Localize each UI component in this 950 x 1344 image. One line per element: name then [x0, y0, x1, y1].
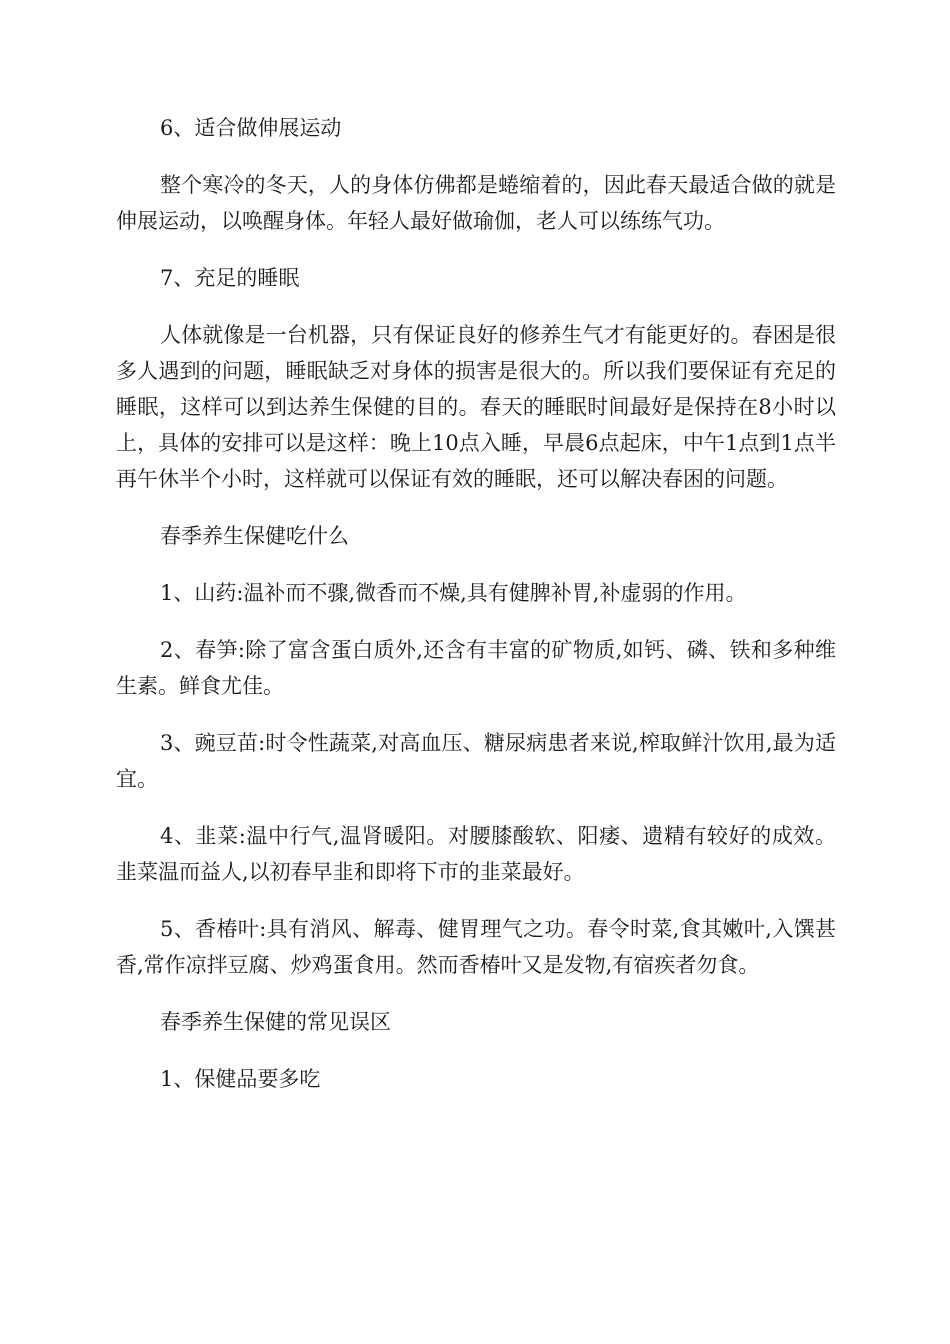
heading-stretching: 6、适合做伸展运动 [160, 116, 342, 140]
document-body [116, 110, 836, 1118]
paragraph-stretching: 整个寒冷的冬天，人的身体仿佛都是蜷缩着的，因此春天最适合做的就是伸展运动，以唤醒身体。年轻人最好做瑜伽，老人可以练练气功。 [116, 173, 836, 233]
food-item-pea-sprouts: 3、豌豆苗:时令性蔬菜,对高血压、糖尿病患者来说,榨取鲜汁饮用,最为适宜。 [116, 731, 836, 791]
heading-supplements: 1、保健品要多吃 [160, 1067, 321, 1091]
paragraph-sleep: 人体就像是一台机器，只有保证良好的修养生气才有能更好的。春困是很多人遇到的问题，睡眠缺乏对身体的损害是很大的。所以我们要保证有充足的睡眠，这样可以到达养生保健的目的。春天的睡眠时间最好是保持在8小时以上，具体的安排可以是这样：晚上10点入睡，早晨6点起床，中午1点到1点半再午休半个小时，这样就可以保证有效的睡眠，还可以解决春困的问题。 [116, 323, 836, 491]
food-item-chives: 4、韭菜:温中行气,温肾暖阳。对腰膝酸软、阳痿、遗精有较好的成效。韭菜温而益人,以初春早韭和即将下市的韭菜最好。 [116, 824, 836, 884]
section-title-misconceptions: 春季养生保健的常见误区 [160, 1010, 391, 1034]
food-item-toona-leaves: 5、香椿叶:具有消风、解毒、健胃理气之功。春令时菜,食其嫩叶,入馔甚香,常作凉拌豆腐、炒鸡蛋食用。然而香椿叶又是发物,有宿疾者勿食。 [116, 917, 836, 977]
food-item-bamboo-shoots: 2、春笋:除了富含蛋白质外,还含有丰富的矿物质,如钙、磷、铁和多种维生素。鲜食尤佳。 [116, 638, 836, 698]
food-item-yam: 1、山药:温补而不骤,微香而不燥,具有健脾补胃,补虚弱的作用。 [160, 581, 747, 605]
heading-sleep: 7、充足的睡眠 [160, 266, 300, 290]
section-title-foods: 春季养生保健吃什么 [160, 524, 349, 548]
